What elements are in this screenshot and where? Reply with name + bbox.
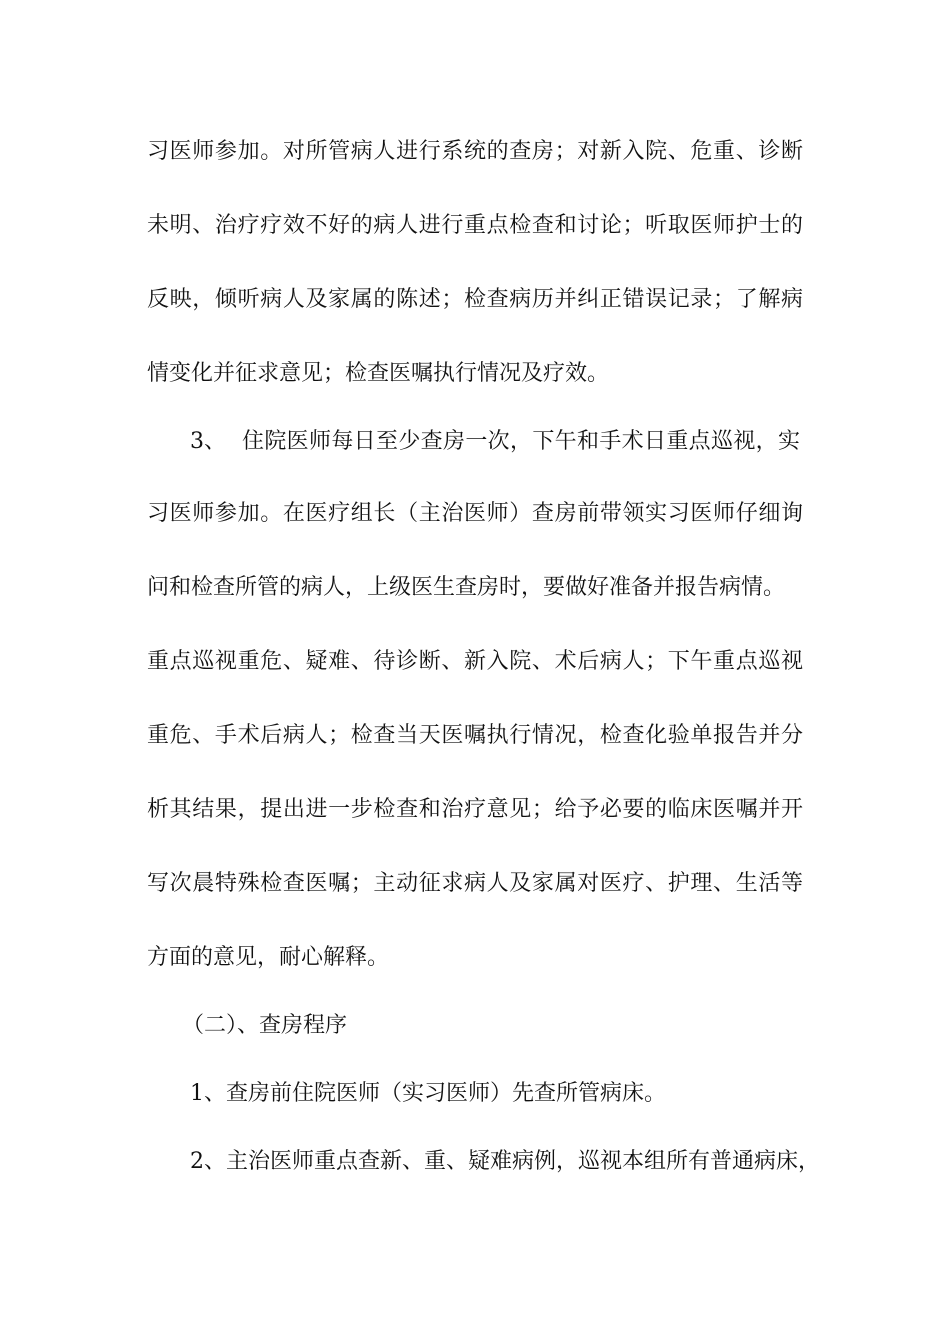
paragraph-line: 析其结果，提出进一步检查和治疗意见；给予必要的临床医嘱并开 [147, 797, 803, 822]
paragraph-line: 反映，倾听病人及家属的陈述；检查病历并纠正错误记录；了解病 [147, 287, 803, 312]
paragraph-line: 问和检查所管的病人，上级医生查房时，要做好准备并报告病情。 [147, 575, 786, 600]
list-item: 2、主治医师重点查新、重、疑难病例，巡视本组所有普通病床， [190, 1149, 820, 1174]
paragraph-line: 重点巡视重危、疑难、待诊断、新入院、术后病人；下午重点巡视 [147, 649, 803, 674]
paragraph-line: 习医师参加。在医疗组长（主治医师）查房前带领实习医师仔细询 [147, 501, 803, 526]
paragraph-line: 未明、治疗疗效不好的病人进行重点检查和讨论；听取医师护士的 [147, 213, 803, 238]
paragraph-line: 情变化并征求意见；检查医嘱执行情况及疗效。 [147, 361, 610, 386]
item-number: 3、 [190, 429, 226, 454]
list-item: 1、查房前住院医师（实习医师）先查所管病床。 [190, 1081, 666, 1106]
paragraph-line: 重危、手术后病人；检查当天医嘱执行情况，检查化验单报告并分 [147, 723, 803, 748]
paragraph-line: 方面的意见，耐心解释。 [147, 945, 390, 970]
paragraph-line: 习医师参加。对所管病人进行系统的查房；对新入院、危重、诊断 [147, 139, 803, 164]
item-3-first-line [190, 427, 803, 457]
section-heading: （二）、查房程序 [182, 1013, 348, 1038]
paragraph-line: 写次晨特殊检查医嘱；主动征求病人及家属对医疗、护理、生活等 [147, 871, 803, 896]
item-text: 住院医师每日至少查房一次，下午和手术日重点巡视，实 [242, 429, 800, 454]
